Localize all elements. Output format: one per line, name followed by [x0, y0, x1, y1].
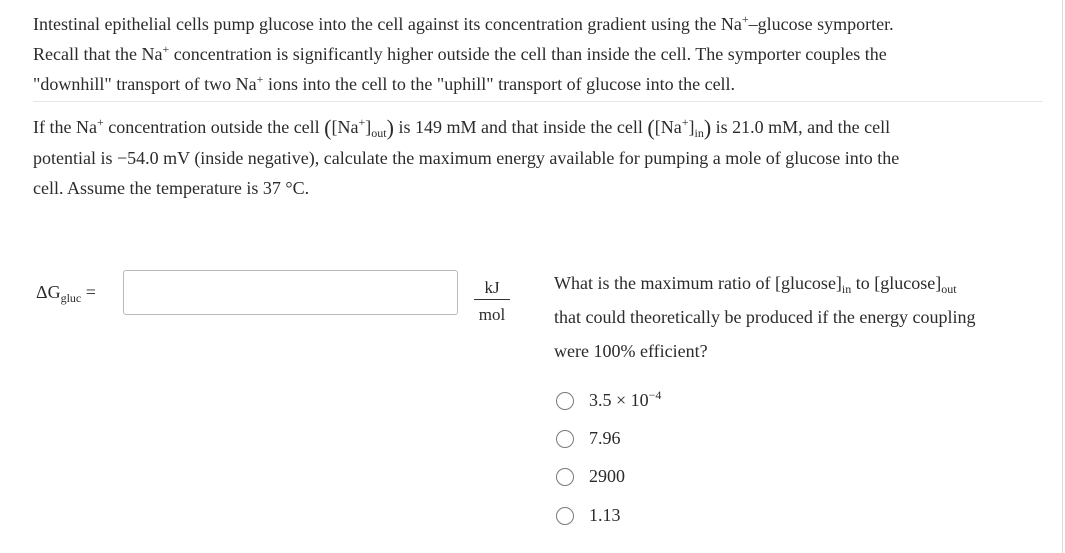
radio-button[interactable]	[556, 392, 574, 410]
superscript: +	[96, 115, 104, 129]
text-segment: [Na	[654, 117, 682, 137]
text-segment: is 149 mM and that inside the cell	[393, 117, 648, 137]
text-segment: Intestinal epithelial cells pump glucose into the cell against its concentration gradient using the Na	[33, 14, 742, 34]
text-segment: concentration is significantly higher outside the cell than inside the cell. The symporter couples the	[169, 44, 887, 64]
subscript: in	[841, 282, 852, 296]
superscript: −4	[648, 388, 662, 402]
radio-button[interactable]	[556, 507, 574, 525]
unit-denominator: mol	[478, 305, 506, 324]
question-2-text	[554, 266, 976, 368]
superscript: +	[681, 115, 689, 129]
text-segment: is 21.0 mM, and the cell	[711, 117, 891, 137]
delta-g-label	[36, 282, 96, 303]
text-segment: ions into the cell to the "uphill" transport of glucose into the cell.	[263, 74, 736, 94]
equals-sign: =	[81, 282, 96, 302]
paragraph-line	[33, 69, 894, 99]
unit-fraction-bar	[474, 299, 510, 300]
paren: (	[647, 115, 655, 140]
delta-g-answer-input[interactable]	[123, 270, 458, 315]
text-segment: ]	[688, 117, 695, 137]
text-segment: –glucose symporter.	[748, 14, 894, 34]
paren: )	[703, 115, 712, 140]
paragraph-line	[33, 112, 899, 143]
question-paragraph-2	[33, 112, 899, 203]
paragraph-line	[33, 9, 894, 39]
option-label	[589, 390, 661, 411]
delta-g-symbol: ΔG	[36, 282, 61, 302]
question-line: that could theoretically be produced if the energy coupling	[554, 307, 976, 327]
radio-button[interactable]	[556, 430, 574, 448]
paren: (	[324, 115, 332, 140]
section-divider	[33, 101, 1043, 102]
option-label: 1.13	[589, 505, 621, 525]
text-segment: If the Na	[33, 117, 97, 137]
unit-numerator: kJ	[484, 278, 500, 297]
subscript: in	[694, 126, 704, 140]
paren: )	[386, 115, 394, 140]
subscript: out	[371, 126, 387, 140]
option-label: 7.96	[589, 428, 621, 448]
text-segment: [Na	[331, 117, 359, 137]
text-segment: Recall that the Na	[33, 44, 163, 64]
paragraph-line: potential is −54.0 mV (inside negative), calculate the maximum energy available for pumping a mole of glucose into the	[33, 148, 900, 168]
superscript: +	[256, 72, 264, 86]
paragraph-line	[33, 39, 894, 69]
option-label: 2900	[589, 466, 625, 486]
paragraph-line: cell. Assume the temperature is 37 °C.	[33, 178, 310, 198]
subscript: out	[941, 282, 957, 296]
superscript: +	[358, 115, 366, 129]
text-segment: to [glucose]	[851, 273, 942, 293]
text-segment: "downhill" transport of two Na	[33, 74, 257, 94]
superscript: +	[741, 12, 749, 26]
radio-button[interactable]	[556, 468, 574, 486]
question-paragraph-1	[33, 9, 894, 99]
superscript: +	[162, 42, 170, 56]
subscript: gluc	[60, 291, 82, 305]
text-segment: ]	[365, 117, 372, 137]
text-segment: What is the maximum ratio of [glucose]	[554, 273, 842, 293]
question-line	[554, 266, 976, 300]
text-segment: 3.5 × 10	[589, 390, 649, 410]
question-line: were 100% efficient?	[554, 341, 708, 361]
text-segment: concentration outside the cell	[103, 117, 325, 137]
